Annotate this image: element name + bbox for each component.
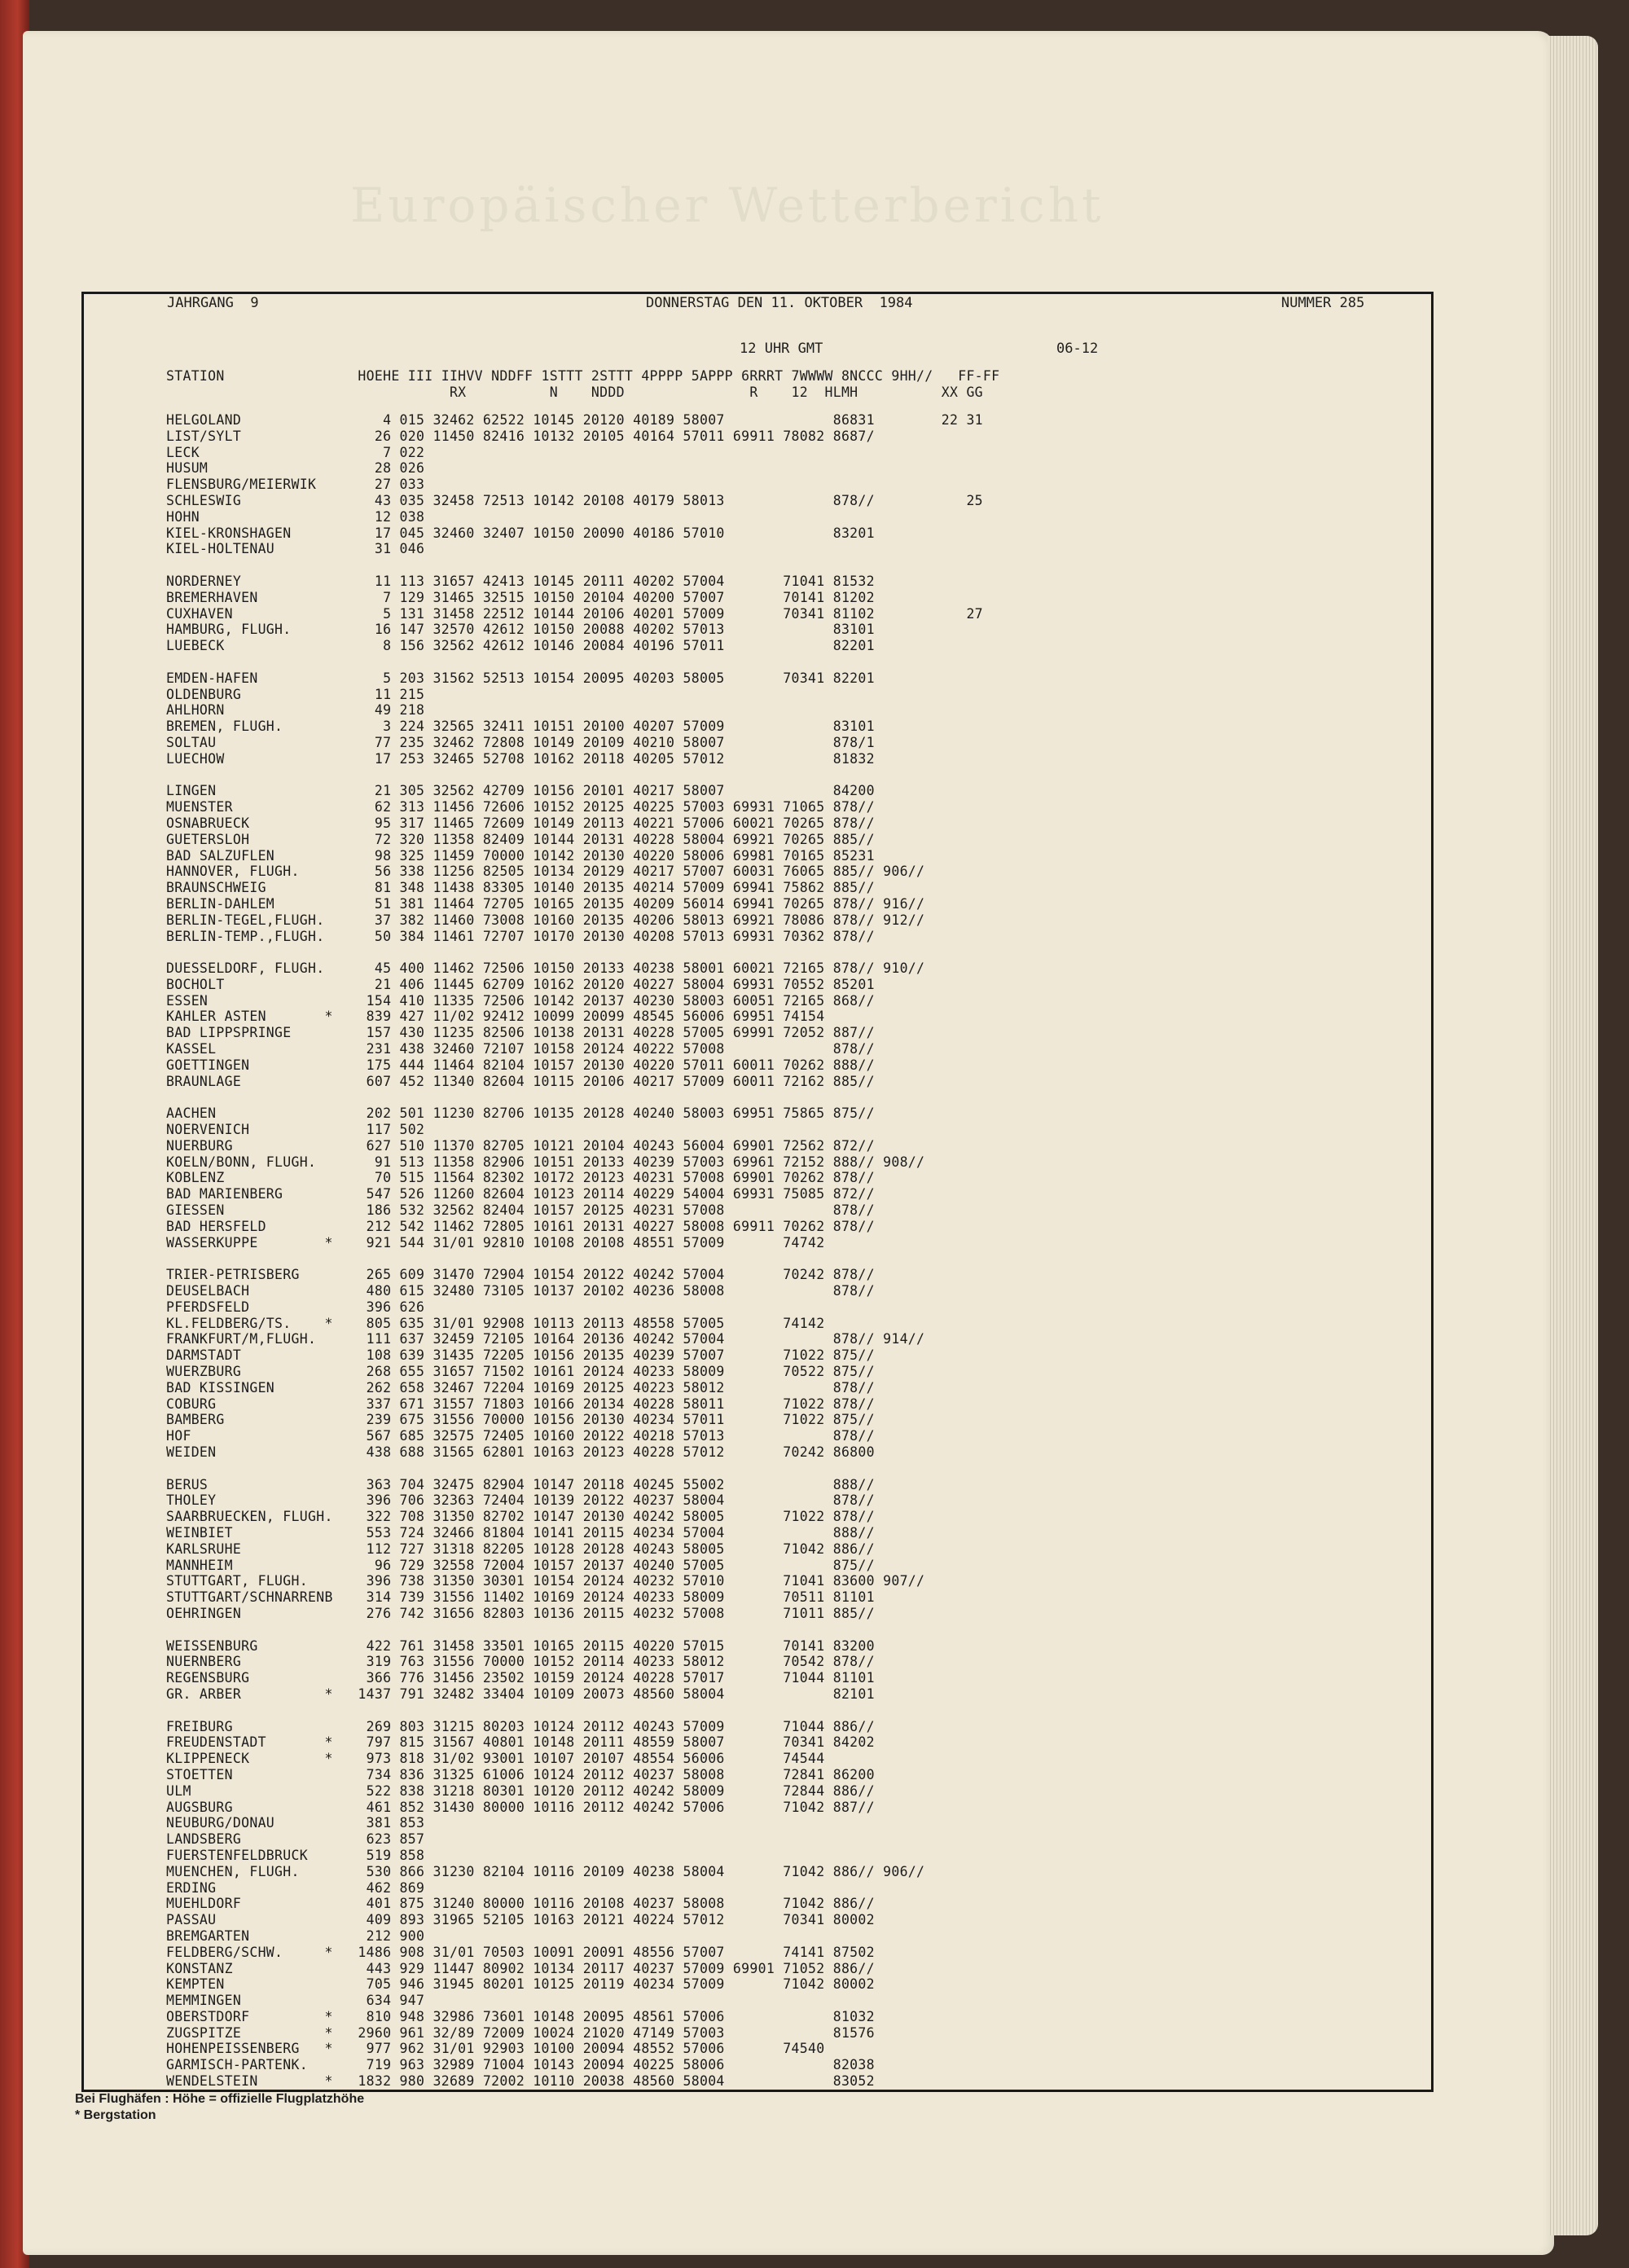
station-row: OSNABRUECK 95 317 11465 72609 10149 20113 40221 57006 60021 70265 878//: [166, 815, 875, 831]
group-spacer: [166, 654, 1404, 670]
station-row: LECK 7 022: [166, 444, 425, 460]
station-row: COBURG 337 671 31557 71803 10166 20134 40228 58011 71022 878//: [166, 1396, 875, 1412]
station-row: ULM 522 838 31218 80301 10120 20112 40242 58009 72844 886//: [166, 1782, 875, 1799]
station-row: OLDENBURG 11 215: [166, 686, 425, 702]
station-row: CUXHAVEN 5 131 31458 22512 10144 20106 40201 57009 70341 81102 27: [166, 605, 983, 622]
station-row: FREIBURG 269 803 31215 80203 10124 20112 40243 57009 71044 886//: [166, 1718, 875, 1734]
group-spacer: [166, 1461, 1404, 1477]
station-row: HUSUM 28 026: [166, 460, 425, 477]
station-row: KARLSRUHE 112 727 31318 82205 10128 20128 40243 58005 71042 886//: [166, 1541, 875, 1557]
station-row: WEISSENBURG 422 761 31458 33501 10165 20115 40220 57015 70141 83200: [166, 1637, 875, 1654]
station-row: BAD MARIENBERG 547 526 11260 82604 10123 20114 40229 54004 69931 75085 872//: [166, 1186, 875, 1202]
station-row: AHLHORN 49 218: [166, 702, 425, 719]
station-row: MUENSTER 62 313 11456 72606 10152 20125 40225 57003 69931 71065 878//: [166, 799, 875, 815]
group-spacer: [166, 1089, 1404, 1105]
station-row: BERLIN-TEGEL,FLUGH. 37 382 11460 73008 10160 20135 40206 58013 69921 78086 878// 912//: [166, 912, 925, 928]
station-row: KOBLENZ 70 515 11564 82302 10172 20123 40231 57008 69901 70262 878//: [166, 1170, 875, 1186]
column-headers-line2: RX N NDDD R 12 HLMH XX GG: [166, 385, 983, 400]
station-row: SOLTAU 77 235 32462 72808 10149 20109 40210 58007 878/1: [166, 734, 875, 750]
group-spacer: [166, 1622, 1404, 1638]
station-row: HOF 567 685 32575 72405 10160 20122 40218 57013 878//: [166, 1428, 875, 1444]
jahrgang-label: JAHRGANG 9: [167, 295, 259, 311]
station-row: MUEHLDORF 401 875 31240 80000 10116 20108 40237 58008 71042 886//: [166, 1896, 875, 1912]
station-row: WEIDEN 438 688 31565 62801 10163 20123 40228 57012 70242 86800: [166, 1444, 875, 1460]
station-row: MUENCHEN, FLUGH. 530 866 31230 82104 10116 20109 40238 58004 71042 886// 906//: [166, 1863, 925, 1879]
station-row: BREMEN, FLUGH. 3 224 32565 32411 10151 20100 40207 57009 83101: [166, 719, 875, 735]
station-row: LANDSBERG 623 857: [166, 1831, 425, 1848]
station-row: HOHENPEISSENBERG * 977 962 31/01 92903 10100 20094 48552 57006 74540: [166, 2041, 825, 2057]
station-row: DARMSTADT 108 639 31435 72205 10156 20135 40239 57007 71022 875//: [166, 1347, 875, 1364]
station-row: KL.FELDBERG/TS. * 805 635 31/01 92908 10113 20113 48558 57005 74142: [166, 1315, 825, 1331]
station-row: GR. ARBER * 1437 791 32482 33404 10109 20073 48560 58004 82101: [166, 1686, 875, 1702]
station-row: SAARBRUECKEN, FLUGH. 322 708 31350 82702 10147 20130 40242 58005 71022 878//: [166, 1509, 875, 1525]
group-spacer: [166, 1703, 1404, 1719]
station-row: BAD SALZUFLEN 98 325 11459 70000 10142 20130 40220 58006 69981 70165 85231: [166, 847, 875, 864]
station-row: KEMPTEN 705 946 31945 80201 10125 20119 40234 57009 71042 80002: [166, 1976, 875, 1993]
station-row: FREUDENSTADT * 797 815 31567 40801 10148 20111 48559 58007 70341 84202: [166, 1734, 875, 1751]
station-row: OBERSTDORF * 810 948 32986 73601 10148 20095 48561 57006 81032: [166, 2008, 875, 2024]
station-row: LIST/SYLT 26 020 11450 82416 10132 20105 40164 57011 69911 78082 8687/: [166, 428, 875, 444]
station-row: PASSAU 409 893 31965 52105 10163 20121 40224 57012 70341 80002: [166, 1912, 875, 1928]
station-row: LINGEN 21 305 32562 42709 10156 20101 40217 58007 84200: [166, 783, 875, 799]
date-label: DONNERSTAG DEN 11. OKTOBER 1984: [646, 295, 913, 311]
station-row: BERLIN-TEMP.,FLUGH. 50 384 11461 72707 10170 20130 40208 57013 69931 70362 878//: [166, 928, 875, 944]
station-row: BOCHOLT 21 406 11445 62709 10162 20120 40227 58004 69931 70552 85201: [166, 976, 875, 992]
station-row: BERLIN-DAHLEM 51 381 11464 72705 10165 20135 40209 56014 69941 70265 878// 916//: [166, 895, 925, 912]
footnote-airports: Bei Flughäfen : Höhe = offizielle Flugplatzhöhe: [75, 2092, 365, 2106]
station-row: KASSEL 231 438 32460 72107 10158 20124 40222 57008 878//: [166, 1041, 875, 1057]
group-spacer: [166, 557, 1404, 574]
station-row: NORDERNEY 11 113 31657 42413 10145 20111 40202 57004 71041 81532: [166, 573, 875, 589]
station-row: FRANKFURT/M,FLUGH. 111 637 32459 72105 10164 20136 40242 57004 878// 914//: [166, 1331, 925, 1347]
station-row: WENDELSTEIN * 1832 980 32689 72002 10110 20038 48560 58004 83052: [166, 2073, 875, 2090]
station-row: KLIPPENECK * 973 818 31/02 93001 10107 20107 48554 56006 74544: [166, 1751, 825, 1767]
station-table: [166, 412, 1404, 2090]
column-headers-line1: STATION HOEHE III IIHVV NDDFF 1STTT 2STTT 4PPPP 5APPP 6RRRT 7WWWW 8NCCC 9HH// FF-FF: [166, 368, 1000, 384]
station-row: EMDEN-HAFEN 5 203 31562 52513 10154 20095 40203 58005 70341 82201: [166, 670, 875, 686]
station-row: NUERNBERG 319 763 31556 70000 10152 20114 40233 58012 70542 878//: [166, 1654, 875, 1670]
station-row: BAD LIPPSPRINGE 157 430 11235 82506 10138 20131 40228 57005 69991 72052 887//: [166, 1025, 875, 1041]
station-row: BRAUNSCHWEIG 81 348 11438 83305 10140 20135 40214 57009 69941 75862 885//: [166, 880, 875, 896]
station-row: ERDING 462 869: [166, 1879, 425, 1896]
station-row: DEUSELBACH 480 615 32480 73105 10137 20102 40236 58008 878//: [166, 1283, 875, 1299]
station-row: LUEBECK 8 156 32562 42612 10146 20084 40196 57011 82201: [166, 638, 875, 654]
station-row: WUERZBURG 268 655 31657 71502 10161 20124 40233 58009 70522 875//: [166, 1364, 875, 1380]
station-row: STOETTEN 734 836 31325 61006 10124 20112 40237 58008 72841 86200: [166, 1766, 875, 1782]
station-row: AUGSBURG 461 852 31430 80000 10116 20112 40242 57006 71042 887//: [166, 1799, 875, 1815]
station-row: BERUS 363 704 32475 82904 10147 20118 40245 55002 888//: [166, 1476, 875, 1492]
station-row: MANNHEIM 96 729 32558 72004 10157 20137 40240 57005 875//: [166, 1557, 875, 1573]
station-row: NOERVENICH 117 502: [166, 1122, 425, 1138]
station-row: GUETERSLOH 72 320 11358 82409 10144 20131 40228 58004 69921 70265 885//: [166, 831, 875, 847]
station-row: WEINBIET 553 724 32466 81804 10141 20115 40234 57004 888//: [166, 1524, 875, 1541]
station-row: GARMISCH-PARTENK. 719 963 32989 71004 10143 20094 40225 58006 82038: [166, 2057, 875, 2073]
station-row: HELGOLAND 4 015 32462 62522 10145 20120 40189 58007 86831 22 31: [166, 412, 983, 428]
issue-number: NUMMER 285: [1281, 295, 1365, 311]
show-through-masthead: Europäischer Wetterbericht: [350, 178, 1104, 233]
group-spacer: [166, 767, 1404, 784]
station-row: NEUBURG/DONAU 381 853: [166, 1815, 425, 1831]
station-row: TRIER-PETRISBERG 265 609 31470 72904 10154 20122 40242 57004 70242 878//: [166, 1267, 875, 1283]
station-row: BAMBERG 239 675 31556 70000 10156 20130 40234 57011 71022 875//: [166, 1412, 875, 1428]
page-stack-edges: [1548, 36, 1598, 2235]
station-row: GIESSEN 186 532 32562 82404 10157 20125 40231 57008 878//: [166, 1202, 875, 1219]
station-row: KIEL-KRONSHAGEN 17 045 32460 32407 10150 20090 40186 57010 83201: [166, 525, 875, 541]
station-row: MEMMINGEN 634 947: [166, 1993, 425, 2009]
station-row: AACHEN 202 501 11230 82706 10135 20128 40240 58003 69951 75865 875//: [166, 1105, 875, 1122]
station-row: SCHLESWIG 43 035 32458 72513 10142 20108 40179 58013 878// 25: [166, 492, 983, 508]
station-row: BRAUNLAGE 607 452 11340 82604 10115 20106 40217 57009 60011 72162 885//: [166, 1073, 875, 1089]
station-row: HOHN 12 038: [166, 508, 425, 525]
station-row: ZUGSPITZE * 2960 961 32/89 72009 10024 21020 47149 57003 81576: [166, 2024, 875, 2041]
station-row: FLENSBURG/MEIERWIK 27 033: [166, 477, 425, 493]
station-row: DUESSELDORF, FLUGH. 45 400 11462 72506 10150 20133 40238 58001 60021 72165 878// 910//: [166, 960, 925, 977]
footnote-mountain-station: * Bergstation: [75, 2108, 156, 2122]
station-row: OEHRINGEN 276 742 31656 82803 10136 20115 40232 57008 71011 885//: [166, 1605, 875, 1621]
station-row: HANNOVER, FLUGH. 56 338 11256 82505 10134 20129 40217 57007 60031 76065 885// 906//: [166, 864, 925, 880]
station-row: FUERSTENFELDBRUCK 519 858: [166, 1847, 425, 1863]
station-row: KOELN/BONN, FLUGH. 91 513 11358 82906 10151 20133 40239 57003 69961 72152 888// 908//: [166, 1154, 925, 1170]
station-row: BREMGARTEN 212 900: [166, 1927, 425, 1944]
station-row: STUTTGART, FLUGH. 396 738 31350 30301 10154 20124 40232 57010 71041 83600 907//: [166, 1573, 925, 1589]
station-row: GOETTINGEN 175 444 11464 82104 10157 20130 40220 57011 60011 70262 888//: [166, 1057, 875, 1073]
station-row: STUTTGART/SCHNARRENB 314 739 31556 11402 10169 20124 40233 58009 70511 81101: [166, 1589, 875, 1606]
station-row: ESSEN 154 410 11335 72506 10142 20137 40230 58003 60051 72165 868//: [166, 992, 875, 1009]
station-row: PFERDSFELD 396 626: [166, 1299, 425, 1315]
station-row: WASSERKUPPE * 921 544 31/01 92810 10108 20108 48551 57009 74742: [166, 1234, 825, 1250]
station-row: REGENSBURG 366 776 31456 23502 10159 20124 40228 57017 71044 81101: [166, 1670, 875, 1686]
group-spacer: [166, 1250, 1404, 1267]
station-row: HAMBURG, FLUGH. 16 147 32570 42612 10150 20088 40202 57013 83101: [166, 622, 875, 638]
station-row: KONSTANZ 443 929 11447 80902 10134 20117 40237 57009 69901 71052 886//: [166, 1960, 875, 1976]
station-row: KIEL-HOLTENAU 31 046: [166, 541, 425, 557]
station-row: BAD HERSFELD 212 542 11462 72805 10161 20131 40227 58008 69911 70262 878//: [166, 1218, 875, 1234]
station-row: FELDBERG/SCHW. * 1486 908 31/01 70503 10091 20091 48556 57007 74141 87502: [166, 1944, 875, 1960]
wind-time-range: 06-12: [1056, 341, 1099, 357]
station-row: NUERBURG 627 510 11370 82705 10121 20104 40243 56004 69901 72562 872//: [166, 1137, 875, 1154]
station-row: THOLEY 396 706 32363 72404 10139 20122 40237 58004 878//: [166, 1492, 875, 1509]
station-row: KAHLER ASTEN * 839 427 11/02 92412 10099 20099 48545 56006 69951 74154: [166, 1009, 825, 1025]
station-row: BREMERHAVEN 7 129 31465 32515 10150 20104 40200 57007 70141 81202: [166, 589, 875, 605]
group-spacer: [166, 944, 1404, 960]
station-row: LUECHOW 17 253 32465 52708 10162 20118 40205 57012 81832: [166, 750, 875, 767]
observation-time: 12 UHR GMT: [740, 341, 823, 357]
station-row: BAD KISSINGEN 262 658 32467 72204 10169 20125 40223 58012 878//: [166, 1379, 875, 1396]
